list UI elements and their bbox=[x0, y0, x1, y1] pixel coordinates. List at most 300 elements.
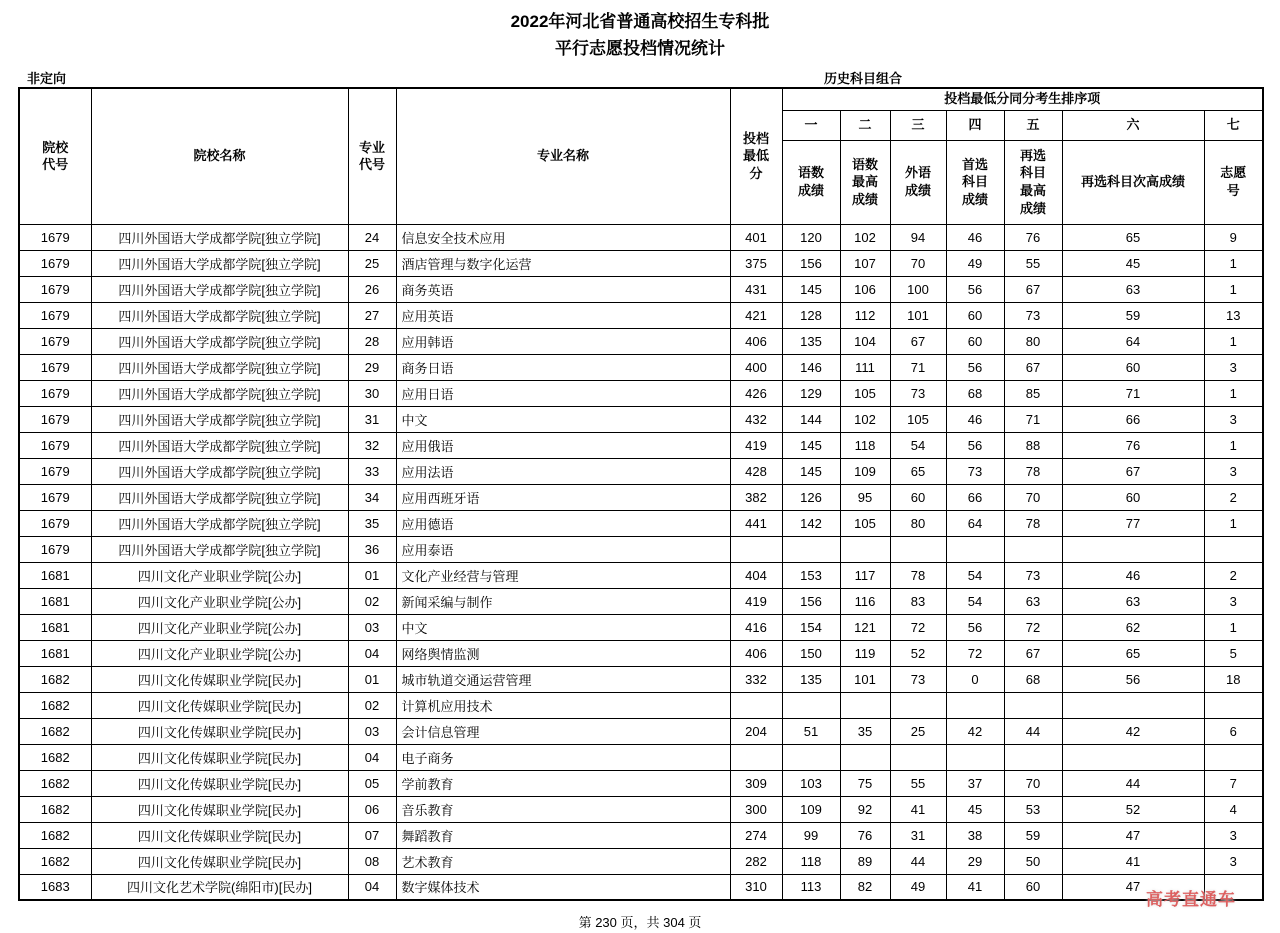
table-cell: 71 bbox=[1004, 406, 1062, 432]
table-cell: 45 bbox=[946, 796, 1004, 822]
header-college-name: 院校名称 bbox=[91, 88, 348, 224]
table-cell: 103 bbox=[782, 770, 840, 796]
table-cell: 02 bbox=[348, 692, 396, 718]
table-cell bbox=[840, 692, 890, 718]
table-cell: 89 bbox=[840, 848, 890, 874]
table-cell: 1679 bbox=[19, 354, 91, 380]
table-cell: 41 bbox=[1062, 848, 1204, 874]
table-cell: 25 bbox=[348, 250, 396, 276]
table-cell: 27 bbox=[348, 302, 396, 328]
table-cell: 121 bbox=[840, 614, 890, 640]
header-col-label-5: 再选 科目 最高 成绩 bbox=[1004, 140, 1062, 224]
table-cell: 154 bbox=[782, 614, 840, 640]
table-cell: 1 bbox=[1204, 614, 1263, 640]
table-cell: 56 bbox=[946, 614, 1004, 640]
table-cell: 3 bbox=[1204, 406, 1263, 432]
table-cell: 63 bbox=[1062, 588, 1204, 614]
table-cell: 65 bbox=[890, 458, 946, 484]
table-cell: 47 bbox=[1062, 822, 1204, 848]
header-col-num-6: 六 bbox=[1062, 110, 1204, 140]
table-cell: 60 bbox=[1062, 484, 1204, 510]
table-row bbox=[19, 536, 1263, 562]
table-cell: 31 bbox=[348, 406, 396, 432]
table-cell: 49 bbox=[890, 874, 946, 900]
table-cell: 146 bbox=[782, 354, 840, 380]
header-col-num-2: 二 bbox=[840, 110, 890, 140]
table-cell: 431 bbox=[730, 276, 782, 302]
table-cell: 4 bbox=[1204, 796, 1263, 822]
table-cell: 118 bbox=[782, 848, 840, 874]
table-row bbox=[19, 406, 1263, 432]
table-cell: 1679 bbox=[19, 328, 91, 354]
table-row bbox=[19, 484, 1263, 510]
header-col-num-5: 五 bbox=[1004, 110, 1062, 140]
table-cell: 04 bbox=[348, 744, 396, 770]
table-cell: 5 bbox=[1204, 640, 1263, 666]
table-cell: 03 bbox=[348, 718, 396, 744]
table-cell: 1679 bbox=[19, 250, 91, 276]
table-cell: 51 bbox=[782, 718, 840, 744]
table-cell: 65 bbox=[1062, 224, 1204, 250]
table-cell: 四川文化传媒职业学院[民办] bbox=[91, 718, 348, 744]
table-cell: 会计信息管理 bbox=[396, 718, 730, 744]
table-cell: 28 bbox=[348, 328, 396, 354]
table-cell: 75 bbox=[840, 770, 890, 796]
table-cell: 156 bbox=[782, 250, 840, 276]
table-cell: 3 bbox=[1204, 588, 1263, 614]
table-cell: 新闻采编与制作 bbox=[396, 588, 730, 614]
table-cell bbox=[782, 536, 840, 562]
table-row bbox=[19, 224, 1263, 250]
table-cell: 71 bbox=[890, 354, 946, 380]
table-row bbox=[19, 562, 1263, 588]
table-cell: 1 bbox=[1204, 510, 1263, 536]
table-cell: 四川文化传媒职业学院[民办] bbox=[91, 822, 348, 848]
table-cell: 56 bbox=[946, 276, 1004, 302]
table-cell: 电子商务 bbox=[396, 744, 730, 770]
table-cell: 64 bbox=[946, 510, 1004, 536]
table-cell: 1679 bbox=[19, 432, 91, 458]
table-cell: 50 bbox=[1004, 848, 1062, 874]
table-cell bbox=[890, 744, 946, 770]
header-col-label-1: 语数 成绩 bbox=[782, 140, 840, 224]
table-cell: 四川外国语大学成都学院[独立学院] bbox=[91, 432, 348, 458]
table-cell: 1679 bbox=[19, 536, 91, 562]
table-cell: 应用法语 bbox=[396, 458, 730, 484]
table-cell: 116 bbox=[840, 588, 890, 614]
table-cell: 四川文化产业职业学院[公办] bbox=[91, 588, 348, 614]
table-cell: 419 bbox=[730, 588, 782, 614]
table-cell: 70 bbox=[1004, 484, 1062, 510]
table-cell: 95 bbox=[840, 484, 890, 510]
table-cell: 城市轨道交通运营管理 bbox=[396, 666, 730, 692]
table-cell bbox=[946, 536, 1004, 562]
table-cell bbox=[890, 692, 946, 718]
table-cell: 66 bbox=[1062, 406, 1204, 432]
table-row bbox=[19, 250, 1263, 276]
table-cell: 42 bbox=[1062, 718, 1204, 744]
table-cell: 45 bbox=[1062, 250, 1204, 276]
table-cell: 6 bbox=[1204, 718, 1263, 744]
table-cell: 55 bbox=[1004, 250, 1062, 276]
table-cell: 四川文化艺术学院(绵阳市)[民办] bbox=[91, 874, 348, 900]
table-cell: 113 bbox=[782, 874, 840, 900]
table-cell: 1679 bbox=[19, 406, 91, 432]
table-cell bbox=[1004, 744, 1062, 770]
table-cell: 67 bbox=[1004, 354, 1062, 380]
table-row bbox=[19, 276, 1263, 302]
table-row bbox=[19, 354, 1263, 380]
table-cell: 82 bbox=[840, 874, 890, 900]
table-cell: 36 bbox=[348, 536, 396, 562]
table-cell: 08 bbox=[348, 848, 396, 874]
table-cell: 105 bbox=[840, 510, 890, 536]
table-cell: 68 bbox=[1004, 666, 1062, 692]
table-cell: 艺术教育 bbox=[396, 848, 730, 874]
header-col-label-4: 首选 科目 成绩 bbox=[946, 140, 1004, 224]
header-major-code: 专业 代号 bbox=[348, 88, 396, 224]
table-cell: 1681 bbox=[19, 614, 91, 640]
table-cell: 111 bbox=[840, 354, 890, 380]
table-row bbox=[19, 432, 1263, 458]
table-cell: 145 bbox=[782, 458, 840, 484]
table-cell: 四川文化传媒职业学院[民办] bbox=[91, 796, 348, 822]
table-cell: 商务英语 bbox=[396, 276, 730, 302]
table-cell: 76 bbox=[840, 822, 890, 848]
table-cell: 64 bbox=[1062, 328, 1204, 354]
table-cell: 119 bbox=[840, 640, 890, 666]
table-cell: 1682 bbox=[19, 822, 91, 848]
table-cell: 1682 bbox=[19, 692, 91, 718]
table-cell: 59 bbox=[1004, 822, 1062, 848]
table-cell: 67 bbox=[890, 328, 946, 354]
table-cell: 66 bbox=[946, 484, 1004, 510]
table-row bbox=[19, 796, 1263, 822]
table-cell: 文化产业经营与管理 bbox=[396, 562, 730, 588]
table-cell: 06 bbox=[348, 796, 396, 822]
header-col-num-7: 七 bbox=[1204, 110, 1263, 140]
labels-row bbox=[0, 65, 1280, 87]
table-cell: 67 bbox=[1004, 640, 1062, 666]
table-cell: 99 bbox=[782, 822, 840, 848]
table-cell: 02 bbox=[348, 588, 396, 614]
table-cell: 274 bbox=[730, 822, 782, 848]
table-row bbox=[19, 614, 1263, 640]
table-cell: 7 bbox=[1204, 770, 1263, 796]
table-row bbox=[19, 510, 1263, 536]
table-cell: 73 bbox=[1004, 302, 1062, 328]
table-cell: 1682 bbox=[19, 770, 91, 796]
table-row bbox=[19, 692, 1263, 718]
table-cell: 129 bbox=[782, 380, 840, 406]
table-cell: 332 bbox=[730, 666, 782, 692]
table-cell: 401 bbox=[730, 224, 782, 250]
table-cell: 375 bbox=[730, 250, 782, 276]
table-cell bbox=[782, 744, 840, 770]
table-cell: 1682 bbox=[19, 666, 91, 692]
table-cell: 24 bbox=[348, 224, 396, 250]
table-cell: 9 bbox=[1204, 224, 1263, 250]
title-line2: 平行志愿投档情况统计 bbox=[555, 39, 725, 58]
header-col-num-1: 一 bbox=[782, 110, 840, 140]
table-row bbox=[19, 328, 1263, 354]
label-subject-combo: 历史科目组合 bbox=[824, 71, 903, 86]
table-cell: 四川文化产业职业学院[公办] bbox=[91, 614, 348, 640]
table-cell: 102 bbox=[840, 406, 890, 432]
table-cell: 105 bbox=[890, 406, 946, 432]
table-cell: 酒店管理与数字化运营 bbox=[396, 250, 730, 276]
table-cell: 中文 bbox=[396, 614, 730, 640]
table-cell: 156 bbox=[782, 588, 840, 614]
table-cell: 120 bbox=[782, 224, 840, 250]
table-cell: 31 bbox=[890, 822, 946, 848]
table-cell: 四川文化传媒职业学院[民办] bbox=[91, 744, 348, 770]
table-cell: 300 bbox=[730, 796, 782, 822]
table-cell: 153 bbox=[782, 562, 840, 588]
table-cell: 1679 bbox=[19, 510, 91, 536]
table-cell: 四川外国语大学成都学院[独立学院] bbox=[91, 406, 348, 432]
table-cell: 34 bbox=[348, 484, 396, 510]
table-cell: 54 bbox=[890, 432, 946, 458]
header-sort-title: 投档最低分同分考生排序项 bbox=[782, 88, 1263, 110]
table-cell: 1679 bbox=[19, 484, 91, 510]
table-cell: 1682 bbox=[19, 848, 91, 874]
table-cell: 应用韩语 bbox=[396, 328, 730, 354]
table-cell: 72 bbox=[1004, 614, 1062, 640]
table-row bbox=[19, 848, 1263, 874]
table-cell: 四川外国语大学成都学院[独立学院] bbox=[91, 510, 348, 536]
table-cell: 3 bbox=[1204, 354, 1263, 380]
table-cell: 四川文化产业职业学院[公办] bbox=[91, 562, 348, 588]
label-non-directed: 非定向 bbox=[27, 71, 67, 86]
table-cell: 60 bbox=[946, 328, 1004, 354]
table-cell: 77 bbox=[1062, 510, 1204, 536]
table-cell: 135 bbox=[782, 328, 840, 354]
table-cell: 112 bbox=[840, 302, 890, 328]
table-cell: 73 bbox=[890, 666, 946, 692]
table-cell: 53 bbox=[1004, 796, 1062, 822]
table-cell: 四川文化传媒职业学院[民办] bbox=[91, 692, 348, 718]
table-cell: 44 bbox=[1062, 770, 1204, 796]
table-cell: 1 bbox=[1204, 380, 1263, 406]
table-cell bbox=[840, 536, 890, 562]
table-row bbox=[19, 380, 1263, 406]
table-cell: 400 bbox=[730, 354, 782, 380]
table-cell bbox=[782, 692, 840, 718]
table-cell: 1681 bbox=[19, 562, 91, 588]
table-cell: 中文 bbox=[396, 406, 730, 432]
table-cell: 54 bbox=[946, 588, 1004, 614]
table-cell: 1679 bbox=[19, 276, 91, 302]
header-col-label-6: 再选科目次高成绩 bbox=[1062, 140, 1204, 224]
table-cell: 33 bbox=[348, 458, 396, 484]
table-cell: 2 bbox=[1204, 562, 1263, 588]
table-cell: 80 bbox=[890, 510, 946, 536]
table-cell: 38 bbox=[946, 822, 1004, 848]
table-cell: 01 bbox=[348, 562, 396, 588]
table-cell: 105 bbox=[840, 380, 890, 406]
table-cell: 1 bbox=[1204, 432, 1263, 458]
page-number: 第 230 页，共 304 页 bbox=[578, 915, 702, 930]
header-col-label-7: 志愿 号 bbox=[1204, 140, 1263, 224]
table-cell: 26 bbox=[348, 276, 396, 302]
table-cell: 46 bbox=[946, 224, 1004, 250]
table-cell: 101 bbox=[840, 666, 890, 692]
table-cell: 37 bbox=[946, 770, 1004, 796]
table-cell: 四川外国语大学成都学院[独立学院] bbox=[91, 484, 348, 510]
table-cell: 135 bbox=[782, 666, 840, 692]
table-cell: 32 bbox=[348, 432, 396, 458]
table-cell: 1679 bbox=[19, 380, 91, 406]
table-cell: 网络舆情监测 bbox=[396, 640, 730, 666]
table-cell: 0 bbox=[946, 666, 1004, 692]
table-cell: 404 bbox=[730, 562, 782, 588]
table-cell bbox=[730, 692, 782, 718]
table-cell: 35 bbox=[348, 510, 396, 536]
table-cell bbox=[730, 744, 782, 770]
table-cell: 73 bbox=[1004, 562, 1062, 588]
table-cell: 60 bbox=[890, 484, 946, 510]
table-cell: 102 bbox=[840, 224, 890, 250]
table-cell: 419 bbox=[730, 432, 782, 458]
table-cell: 3 bbox=[1204, 458, 1263, 484]
table-cell: 68 bbox=[946, 380, 1004, 406]
table-cell: 83 bbox=[890, 588, 946, 614]
page-title bbox=[0, 0, 1280, 62]
header-major-name: 专业名称 bbox=[396, 88, 730, 224]
table-cell: 104 bbox=[840, 328, 890, 354]
table-body bbox=[19, 224, 1263, 900]
table-cell: 25 bbox=[890, 718, 946, 744]
table-row bbox=[19, 588, 1263, 614]
header-col-label-2: 语数 最高 成绩 bbox=[840, 140, 890, 224]
table-cell: 1681 bbox=[19, 640, 91, 666]
table-cell: 四川外国语大学成都学院[独立学院] bbox=[91, 380, 348, 406]
table-cell: 1679 bbox=[19, 458, 91, 484]
table-cell: 421 bbox=[730, 302, 782, 328]
table-cell: 44 bbox=[890, 848, 946, 874]
table-cell: 76 bbox=[1004, 224, 1062, 250]
table-cell: 144 bbox=[782, 406, 840, 432]
table-cell bbox=[840, 744, 890, 770]
header-col-num-3: 三 bbox=[890, 110, 946, 140]
table-cell: 78 bbox=[1004, 510, 1062, 536]
table-cell: 01 bbox=[348, 666, 396, 692]
table-cell: 四川外国语大学成都学院[独立学院] bbox=[91, 536, 348, 562]
table-row bbox=[19, 666, 1263, 692]
table-cell: 71 bbox=[1062, 380, 1204, 406]
table-cell: 62 bbox=[1062, 614, 1204, 640]
table-cell: 117 bbox=[840, 562, 890, 588]
table-cell: 04 bbox=[348, 640, 396, 666]
table-cell bbox=[1204, 744, 1263, 770]
table-cell: 73 bbox=[890, 380, 946, 406]
admission-stats-table bbox=[18, 87, 1264, 901]
table-cell: 41 bbox=[890, 796, 946, 822]
table-cell: 56 bbox=[946, 354, 1004, 380]
table-header bbox=[19, 88, 1263, 224]
table-cell: 106 bbox=[840, 276, 890, 302]
table-cell: 应用日语 bbox=[396, 380, 730, 406]
table-cell: 四川外国语大学成都学院[独立学院] bbox=[91, 250, 348, 276]
table-cell: 四川文化传媒职业学院[民办] bbox=[91, 666, 348, 692]
table-cell: 118 bbox=[840, 432, 890, 458]
table-cell: 30 bbox=[348, 380, 396, 406]
table-cell bbox=[1004, 536, 1062, 562]
table-cell: 55 bbox=[890, 770, 946, 796]
header-col-num-4: 四 bbox=[946, 110, 1004, 140]
table-cell bbox=[1204, 874, 1263, 900]
table-cell: 60 bbox=[946, 302, 1004, 328]
table-cell: 数字媒体技术 bbox=[396, 874, 730, 900]
table-cell: 应用西班牙语 bbox=[396, 484, 730, 510]
table-cell: 07 bbox=[348, 822, 396, 848]
table-cell: 310 bbox=[730, 874, 782, 900]
table-cell: 29 bbox=[946, 848, 1004, 874]
table-cell: 四川外国语大学成都学院[独立学院] bbox=[91, 354, 348, 380]
table-row bbox=[19, 822, 1263, 848]
table-cell: 416 bbox=[730, 614, 782, 640]
table-cell: 1682 bbox=[19, 718, 91, 744]
table-cell: 1679 bbox=[19, 224, 91, 250]
table-cell: 舞蹈教育 bbox=[396, 822, 730, 848]
table-row bbox=[19, 770, 1263, 796]
table-cell: 73 bbox=[946, 458, 1004, 484]
table-cell: 92 bbox=[840, 796, 890, 822]
watermark: 高考直通车 bbox=[1146, 890, 1236, 909]
table-cell bbox=[890, 536, 946, 562]
table-cell: 78 bbox=[890, 562, 946, 588]
table-cell: 1 bbox=[1204, 328, 1263, 354]
table-cell: 59 bbox=[1062, 302, 1204, 328]
table-cell: 309 bbox=[730, 770, 782, 796]
table-cell: 67 bbox=[1004, 276, 1062, 302]
table-cell: 60 bbox=[1062, 354, 1204, 380]
table-cell: 计算机应用技术 bbox=[396, 692, 730, 718]
table-cell: 四川外国语大学成都学院[独立学院] bbox=[91, 458, 348, 484]
table-cell: 1679 bbox=[19, 302, 91, 328]
table-cell: 04 bbox=[348, 874, 396, 900]
table-cell: 72 bbox=[890, 614, 946, 640]
table-cell: 406 bbox=[730, 640, 782, 666]
table-cell: 128 bbox=[782, 302, 840, 328]
table-cell: 47 bbox=[1062, 874, 1204, 900]
table-cell: 四川外国语大学成都学院[独立学院] bbox=[91, 224, 348, 250]
table-cell: 应用泰语 bbox=[396, 536, 730, 562]
table-cell: 41 bbox=[946, 874, 1004, 900]
table-cell: 80 bbox=[1004, 328, 1062, 354]
table-cell bbox=[1204, 692, 1263, 718]
table-cell: 四川文化传媒职业学院[民办] bbox=[91, 770, 348, 796]
table-cell: 56 bbox=[1062, 666, 1204, 692]
table-cell: 94 bbox=[890, 224, 946, 250]
table-cell: 52 bbox=[1062, 796, 1204, 822]
table-cell: 1682 bbox=[19, 744, 91, 770]
table-cell: 72 bbox=[946, 640, 1004, 666]
table-cell: 四川外国语大学成都学院[独立学院] bbox=[91, 328, 348, 354]
table-cell: 13 bbox=[1204, 302, 1263, 328]
table-cell: 四川外国语大学成都学院[独立学院] bbox=[91, 276, 348, 302]
table-row bbox=[19, 874, 1263, 900]
table-cell: 05 bbox=[348, 770, 396, 796]
table-cell: 70 bbox=[1004, 770, 1062, 796]
table-cell: 35 bbox=[840, 718, 890, 744]
table-cell: 60 bbox=[1004, 874, 1062, 900]
table-cell: 109 bbox=[782, 796, 840, 822]
table-cell bbox=[1062, 744, 1204, 770]
table-cell bbox=[1062, 692, 1204, 718]
table-cell: 1683 bbox=[19, 874, 91, 900]
